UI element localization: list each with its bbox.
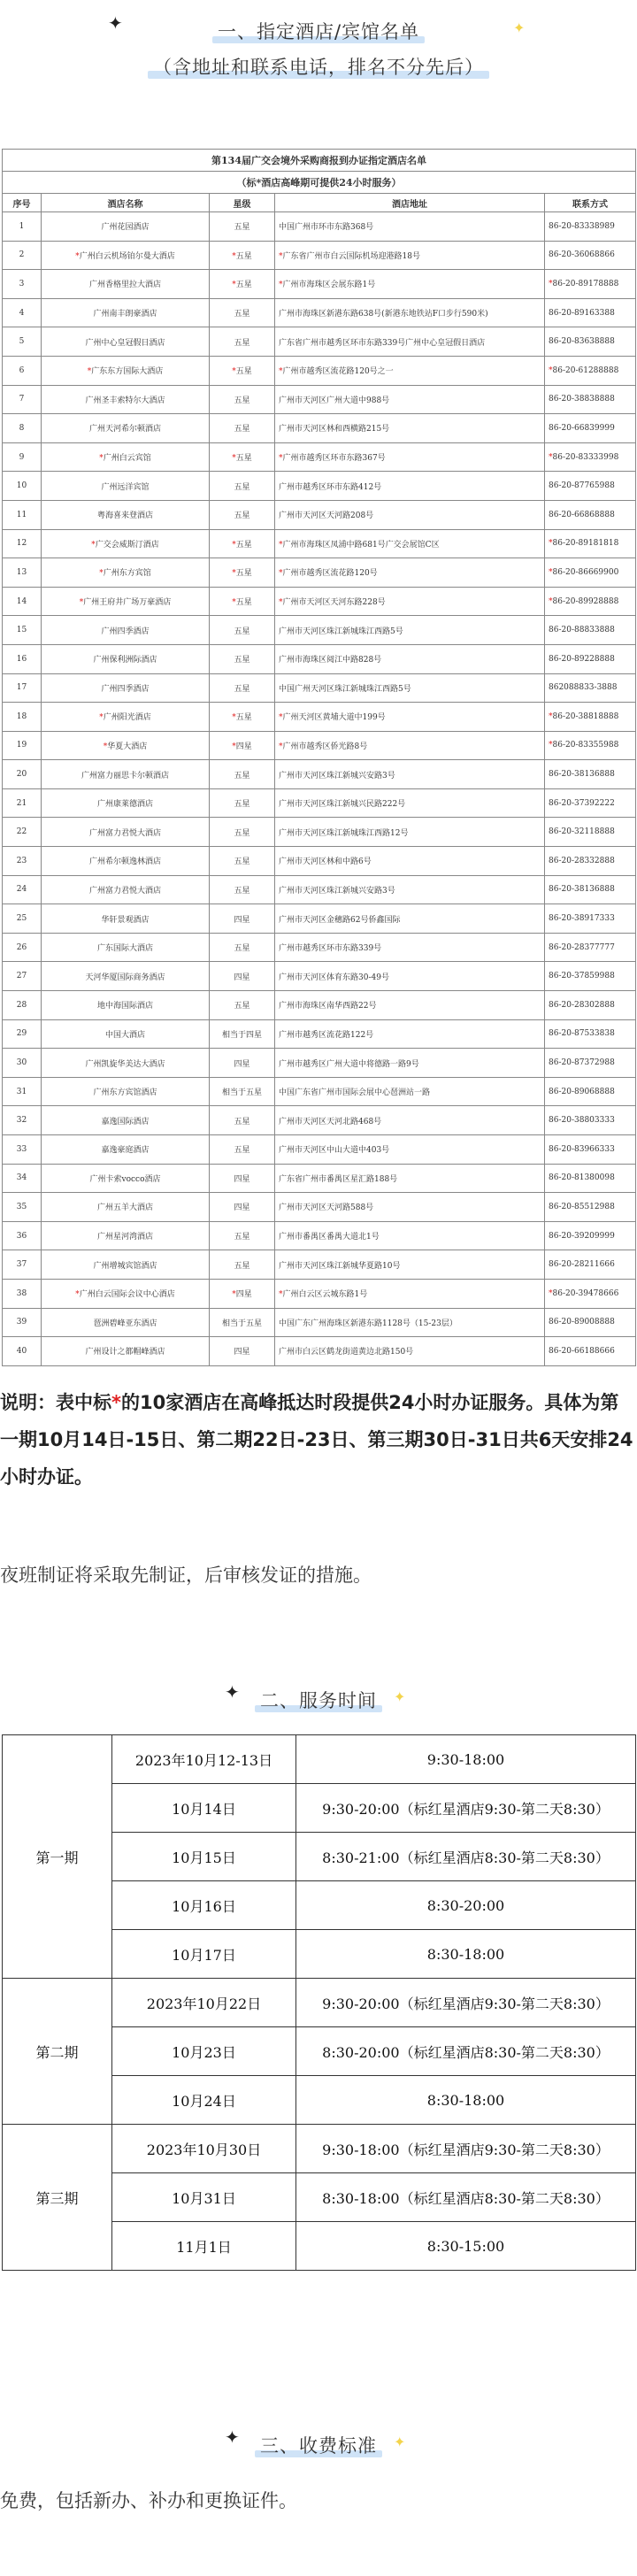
table-row <box>3 1077 636 1106</box>
contact-phone: 86-20-66188666 <box>545 1337 636 1366</box>
hotel-name: 广州富力丽思卡尔顿酒店 <box>42 760 210 789</box>
star-rating: 五星 <box>210 212 275 242</box>
schedule-time: 8:30-18:00 <box>296 2076 636 2125</box>
contact-phone: *86-20-89928888 <box>545 587 636 616</box>
contact-phone: 86-20-87372988 <box>545 1049 636 1078</box>
column-header: 联系方式 <box>545 194 636 212</box>
contact-phone: 86-20-81380098 <box>545 1164 636 1193</box>
table-row <box>3 1221 636 1250</box>
table-row <box>3 414 636 443</box>
schedule-row <box>3 1735 636 1784</box>
star-rating: 五星 <box>210 298 275 327</box>
row-index: 35 <box>3 1193 42 1222</box>
row-index: 23 <box>3 847 42 876</box>
schedule-date: 10月16日 <box>112 1881 296 1930</box>
contact-phone: 86-20-89008888 <box>545 1308 636 1337</box>
table-row <box>3 1308 636 1337</box>
table-row <box>3 500 636 529</box>
hotel-address: 中国广东广州海珠区新港东路1128号（15-23层） <box>275 1308 545 1337</box>
star-rating: 五星 <box>210 644 275 673</box>
hotel-address: 广州市天河区林和中路6号 <box>275 847 545 876</box>
row-index: 26 <box>3 933 42 962</box>
column-header: 序号 <box>3 194 42 212</box>
schedule-table <box>2 1734 636 2271</box>
schedule-time: 8:30-21:00（标红星酒店8:30-第二天8:30） <box>296 1833 636 1881</box>
row-index: 3 <box>3 270 42 299</box>
hotel-address: *广州市海珠区会展东路1号 <box>275 270 545 299</box>
red-star-marker: * <box>111 1392 121 1413</box>
table-row <box>3 933 636 962</box>
row-index: 20 <box>3 760 42 789</box>
hotel-address: *广东省广州市白云国际机场迎港路18号 <box>275 241 545 270</box>
row-index: 34 <box>3 1164 42 1193</box>
hotel-name: *广州白云宾馆 <box>42 442 210 472</box>
table-row <box>3 442 636 472</box>
table-row <box>3 1019 636 1049</box>
star-rating: *五星 <box>210 529 275 558</box>
hotel-address: 广州市越秀区广州大道中将德路一路9号 <box>275 1049 545 1078</box>
table-row <box>3 616 636 645</box>
table-row <box>3 1250 636 1280</box>
schedule-row <box>3 1979 636 2027</box>
row-index: 28 <box>3 991 42 1020</box>
table-row <box>3 587 636 616</box>
hotel-name: *广东东方国际大酒店 <box>42 356 210 385</box>
table-row <box>3 558 636 588</box>
row-index: 31 <box>3 1077 42 1106</box>
star-rating: 四星 <box>210 1193 275 1222</box>
table-row <box>3 327 636 357</box>
hotel-name: 广州星河湾酒店 <box>42 1221 210 1250</box>
sparkle-icon: ✦ <box>394 2434 406 2450</box>
star-rating: 五星 <box>210 818 275 847</box>
contact-phone: *86-20-38818888 <box>545 703 636 732</box>
hotel-name: 广州四季酒店 <box>42 673 210 703</box>
hotel-address: 广州市海珠区阅江中路828号 <box>275 644 545 673</box>
schedule-time: 8:30-20:00 <box>296 1881 636 1930</box>
star-rating: 四星 <box>210 1164 275 1193</box>
schedule-time: 8:30-15:00 <box>296 2222 636 2271</box>
table-row <box>3 529 636 558</box>
contact-phone: 86-20-89228888 <box>545 644 636 673</box>
hotel-address: 广州市天河区广州大道中988号 <box>275 385 545 414</box>
hotel-name: 广州天河希尔顿酒店 <box>42 414 210 443</box>
star-rating: 四星 <box>210 962 275 991</box>
star-rating: *五星 <box>210 356 275 385</box>
star-rating: *五星 <box>210 703 275 732</box>
star-rating: 五星 <box>210 788 275 818</box>
contact-phone: 86-20-83338989 <box>545 212 636 242</box>
hotel-name: *广州东方宾馆 <box>42 558 210 588</box>
explanation-note <box>0 1384 633 1496</box>
schedule-date: 10月24日 <box>112 2076 296 2125</box>
hotel-address: 广州市天河区珠江新城珠江西路12号 <box>275 818 545 847</box>
row-index: 8 <box>3 414 42 443</box>
star-rating: 五星 <box>210 875 275 904</box>
schedule-time: 8:30-20:00（标红星酒店8:30-第二天8:30） <box>296 2027 636 2076</box>
hotel-name: 广州凯旋华美达大酒店 <box>42 1049 210 1078</box>
table-row <box>3 818 636 847</box>
contact-phone: 86-20-37859988 <box>545 962 636 991</box>
table-row <box>3 1193 636 1222</box>
schedule-date: 2023年10月22日 <box>112 1979 296 2027</box>
row-index: 39 <box>3 1308 42 1337</box>
hotel-address: 广州市越秀区流花路122号 <box>275 1019 545 1049</box>
table-row <box>3 1164 636 1193</box>
contact-phone: 86-20-85512988 <box>545 1193 636 1222</box>
row-index: 36 <box>3 1221 42 1250</box>
hotel-name: 广州康莱德酒店 <box>42 788 210 818</box>
star-rating: *四星 <box>210 731 275 760</box>
hotel-name: 广东国际大酒店 <box>42 933 210 962</box>
hotel-address: 广州市海珠区新港东路638号(新港东地铁站F口步行590米) <box>275 298 545 327</box>
table-row <box>3 1135 636 1165</box>
hotel-address: 广州市天河区天河北路468号 <box>275 1106 545 1135</box>
hotel-name: 广州东方宾馆酒店 <box>42 1077 210 1106</box>
contact-phone: 86-20-28302888 <box>545 991 636 1020</box>
table-row <box>3 644 636 673</box>
schedule-date: 10月15日 <box>112 1833 296 1881</box>
hotel-address: 广州市天河区天河路208号 <box>275 500 545 529</box>
hotel-address: 广州市海珠区南华西路22号 <box>275 991 545 1020</box>
row-index: 40 <box>3 1337 42 1366</box>
star-rating: 四星 <box>210 1337 275 1366</box>
contact-phone: *86-20-89178888 <box>545 270 636 299</box>
schedule-date: 10月23日 <box>112 2027 296 2076</box>
hotel-address: *广州市海珠区凤浦中路681号广交会展馆C区 <box>275 529 545 558</box>
contact-phone: 86-20-32118888 <box>545 818 636 847</box>
row-index: 6 <box>3 356 42 385</box>
contact-phone: *86-20-86669900 <box>545 558 636 588</box>
row-index: 11 <box>3 500 42 529</box>
contact-phone: 86-20-39209999 <box>545 1221 636 1250</box>
hotel-address: *广州市越秀区环市东路367号 <box>275 442 545 472</box>
hotel-name: *广州白云国际会议中心酒店 <box>42 1279 210 1308</box>
table-row <box>3 731 636 760</box>
row-index: 19 <box>3 731 42 760</box>
schedule-date: 10月14日 <box>112 1784 296 1833</box>
section-title: 三、收费标准 <box>253 2432 384 2458</box>
row-index: 25 <box>3 904 42 934</box>
note-prefix: 说明：表中标 <box>0 1392 111 1413</box>
hotel-address: 广州市天河区珠江新城兴民路222号 <box>275 788 545 818</box>
schedule-time: 9:30-18:00 <box>296 1735 636 1784</box>
table-caption-note: （标*酒店高峰期可提供24小时服务） <box>3 172 636 194</box>
star-rating: 五星 <box>210 385 275 414</box>
hotel-table <box>2 149 635 1366</box>
table-row <box>3 875 636 904</box>
schedule-time: 8:30-18:00 <box>296 1930 636 1979</box>
row-index: 7 <box>3 385 42 414</box>
schedule-time: 9:30-20:00（标红星酒店9:30-第二天8:30） <box>296 1979 636 2027</box>
hotel-name: 广州保利洲际酒店 <box>42 644 210 673</box>
contact-phone: *86-20-89181818 <box>545 529 636 558</box>
row-index: 32 <box>3 1106 42 1135</box>
star-rating: 五星 <box>210 616 275 645</box>
contact-phone: *86-20-83333998 <box>545 442 636 472</box>
hotel-address: 广州市天河区中山大道中403号 <box>275 1135 545 1165</box>
phase-name: 第二期 <box>3 1979 112 2125</box>
sparkle-icon: ✦ <box>513 19 526 36</box>
row-index: 1 <box>3 212 42 242</box>
row-index: 4 <box>3 298 42 327</box>
contact-phone: *86-20-39478666 <box>545 1279 636 1308</box>
contact-phone: 86-20-66868888 <box>545 500 636 529</box>
contact-phone: 86-20-83638888 <box>545 327 636 357</box>
star-rating: 相当于五星 <box>210 1077 275 1106</box>
table-row <box>3 962 636 991</box>
hotel-address: 广州市越秀区环市东路412号 <box>275 472 545 501</box>
contact-phone: 86-20-38136888 <box>545 760 636 789</box>
hotel-address: *广州市越秀区流花路120号之一 <box>275 356 545 385</box>
hotel-name: 广州设计之都帽峰酒店 <box>42 1337 210 1366</box>
hotel-name: 广州南丰朗豪酒店 <box>42 298 210 327</box>
hotel-address: 广州市天河区珠江新城兴安路3号 <box>275 875 545 904</box>
contact-phone: 86-20-37392222 <box>545 788 636 818</box>
hotel-address: 广州市白云区鹤龙街道黄边北路150号 <box>275 1337 545 1366</box>
hotel-name: 广州卡索vocco酒店 <box>42 1164 210 1193</box>
row-index: 37 <box>3 1250 42 1280</box>
star-rating: *五星 <box>210 587 275 616</box>
hotel-name: *广州王府井广场万豪酒店 <box>42 587 210 616</box>
contact-phone: *86-20-61288888 <box>545 356 636 385</box>
schedule-time: 8:30-18:00（标红星酒店8:30-第二天8:30） <box>296 2173 636 2222</box>
star-rating: 五星 <box>210 327 275 357</box>
table-caption: 第134届广交会境外采购商报到办证指定酒店名单 <box>3 150 636 172</box>
section-2-heading <box>0 1687 637 1713</box>
hotel-name: 广州富力君悦大酒店 <box>42 818 210 847</box>
night-shift-note: 夜班制证将采取先制证，后审核发证的措施。 <box>0 1565 372 1586</box>
hotel-name: 嘉逸豪庭酒店 <box>42 1135 210 1165</box>
contact-phone: 86-20-89068888 <box>545 1077 636 1106</box>
hotel-address: 广州市天河区珠江新城兴安路3号 <box>275 760 545 789</box>
row-index: 29 <box>3 1019 42 1049</box>
hotel-name: 广州香格里拉大酒店 <box>42 270 210 299</box>
row-index: 9 <box>3 442 42 472</box>
section-subtitle: （含地址和联系电话，排名不分先后） <box>144 53 493 80</box>
row-index: 22 <box>3 818 42 847</box>
row-index: 13 <box>3 558 42 588</box>
table-row <box>3 847 636 876</box>
hotel-name: 广州富力君悦大酒店 <box>42 875 210 904</box>
hotel-address: 中国广东省广州市国际会展中心琶洲站一路 <box>275 1077 545 1106</box>
hotel-address: 广州市天河区天河路588号 <box>275 1193 545 1222</box>
hotel-address: *广州市越秀区侨光路8号 <box>275 731 545 760</box>
hotel-address: *广州天河区黄埔大道中199号 <box>275 703 545 732</box>
sparkle-icon: ✦ <box>394 1688 406 1705</box>
row-index: 16 <box>3 644 42 673</box>
contact-phone: 86-20-28211666 <box>545 1250 636 1280</box>
hotel-address: 广州市天河区金穗路62号侨鑫国际 <box>275 904 545 934</box>
hotel-name: 广州四季酒店 <box>42 616 210 645</box>
contact-phone: 862088833-3888 <box>545 673 636 703</box>
section-1-heading <box>0 18 637 80</box>
star-rating: 五星 <box>210 760 275 789</box>
schedule-row <box>3 2125 636 2173</box>
contact-phone: 86-20-88833888 <box>545 616 636 645</box>
star-rating: 四星 <box>210 1049 275 1078</box>
star-rating: 五星 <box>210 1221 275 1250</box>
star-rating: *五星 <box>210 241 275 270</box>
schedule-date: 2023年10月12-13日 <box>112 1735 296 1784</box>
note-body: 的10家酒店在高峰抵达时段提供24小时办证服务。具体为第一期10月14日-15日、第二期22日-23日、第三期30日-31日共6天安排24小时办证。 <box>0 1392 633 1488</box>
hotel-address: *广州市越秀区流花路120号 <box>275 558 545 588</box>
hotel-name: 广州中心皇冠假日酒店 <box>42 327 210 357</box>
sparkle-icon: ✦ <box>225 1681 240 1703</box>
phase-name: 第一期 <box>3 1735 112 1979</box>
row-index: 38 <box>3 1279 42 1308</box>
column-header: 酒店名称 <box>42 194 210 212</box>
hotel-address: 广州市越秀区环市东路339号 <box>275 933 545 962</box>
contact-phone: 86-20-38917333 <box>545 904 636 934</box>
hotel-address: 中国广州天河区珠江新城珠江西路5号 <box>275 673 545 703</box>
contact-phone: 86-20-66839999 <box>545 414 636 443</box>
table-row <box>3 1106 636 1135</box>
table-row <box>3 703 636 732</box>
contact-phone: 86-20-38838888 <box>545 385 636 414</box>
schedule-time: 9:30-18:00（标红星酒店9:30-第二天8:30） <box>296 2125 636 2173</box>
contact-phone: 86-20-87533838 <box>545 1019 636 1049</box>
table-row <box>3 1337 636 1366</box>
hotel-name: 广州圣丰索特尔大酒店 <box>42 385 210 414</box>
star-rating: 四星 <box>210 904 275 934</box>
hotel-name: 粤海喜来登酒店 <box>42 500 210 529</box>
hotel-name: 广州远洋宾馆 <box>42 472 210 501</box>
table-row <box>3 788 636 818</box>
star-rating: 五星 <box>210 991 275 1020</box>
hotel-name: *华夏大酒店 <box>42 731 210 760</box>
column-header: 星级 <box>210 194 275 212</box>
star-rating: 五星 <box>210 847 275 876</box>
row-index: 2 <box>3 241 42 270</box>
row-index: 5 <box>3 327 42 357</box>
hotel-name: 琶洲碧峰亚东酒店 <box>42 1308 210 1337</box>
hotel-address: 广州市番禺区番禺大道北1号 <box>275 1221 545 1250</box>
table-row <box>3 472 636 501</box>
hotel-name: *广州阳光酒店 <box>42 703 210 732</box>
row-index: 18 <box>3 703 42 732</box>
hotel-name: 广州五羊大酒店 <box>42 1193 210 1222</box>
section-title: 一、指定酒店/宾馆名单 <box>211 18 426 44</box>
star-rating: *五星 <box>210 442 275 472</box>
table-row <box>3 904 636 934</box>
hotel-address: 广东省广州市番禺区星汇路188号 <box>275 1164 545 1193</box>
hotel-name: 嘉逸国际酒店 <box>42 1106 210 1135</box>
contact-phone: 86-20-28377777 <box>545 933 636 962</box>
hotel-name: 华轩景观酒店 <box>42 904 210 934</box>
hotel-name: 广州增城宾馆酒店 <box>42 1250 210 1280</box>
star-rating: 五星 <box>210 1135 275 1165</box>
column-header: 酒店地址 <box>275 194 545 212</box>
star-rating: 五星 <box>210 933 275 962</box>
table-row <box>3 270 636 299</box>
table-row <box>3 385 636 414</box>
hotel-address: *广州市天河区天河东路228号 <box>275 587 545 616</box>
star-rating: 五星 <box>210 500 275 529</box>
table-row <box>3 1279 636 1308</box>
sparkle-icon: ✦ <box>225 2426 240 2448</box>
sparkle-icon: ✦ <box>108 12 123 34</box>
section-title: 二、服务时间 <box>253 1687 384 1713</box>
schedule-date: 11月1日 <box>112 2222 296 2271</box>
hotel-address: 广州市天河区珠江新城华夏路10号 <box>275 1250 545 1280</box>
table-row <box>3 356 636 385</box>
contact-phone: 86-20-87765988 <box>545 472 636 501</box>
hotel-address: 广东省广州市越秀区环市东路339号广州中心皇冠假日酒店 <box>275 327 545 357</box>
star-rating: 五星 <box>210 673 275 703</box>
row-index: 14 <box>3 587 42 616</box>
table-row <box>3 991 636 1020</box>
row-index: 12 <box>3 529 42 558</box>
schedule-time: 9:30-20:00（标红星酒店9:30-第二天8:30） <box>296 1784 636 1833</box>
row-index: 10 <box>3 472 42 501</box>
star-rating: *五星 <box>210 270 275 299</box>
row-index: 27 <box>3 962 42 991</box>
row-index: 17 <box>3 673 42 703</box>
hotel-name: *广州白云机场铂尔曼大酒店 <box>42 241 210 270</box>
table-row <box>3 673 636 703</box>
star-rating: 相当于五星 <box>210 1308 275 1337</box>
section-3-heading <box>0 2432 637 2458</box>
row-index: 33 <box>3 1135 42 1165</box>
row-index: 15 <box>3 616 42 645</box>
table-row <box>3 298 636 327</box>
contact-phone: *86-20-83355988 <box>545 731 636 760</box>
schedule-date: 2023年10月30日 <box>112 2125 296 2173</box>
contact-phone: 86-20-28332888 <box>545 847 636 876</box>
star-rating: 五星 <box>210 1106 275 1135</box>
hotel-address: 广州市天河区珠江新城珠江西路5号 <box>275 616 545 645</box>
schedule-date: 10月17日 <box>112 1930 296 1979</box>
table-row <box>3 212 636 242</box>
contact-phone: 86-20-83966333 <box>545 1135 636 1165</box>
fee-text: 免费，包括新办、补办和更换证件。 <box>0 2490 297 2511</box>
hotel-address: *广州白云区云城东路1号 <box>275 1279 545 1308</box>
hotel-name: 天河华厦国际商务酒店 <box>42 962 210 991</box>
star-rating: *四星 <box>210 1279 275 1308</box>
hotel-name: 广州花园酒店 <box>42 212 210 242</box>
star-rating: 五星 <box>210 472 275 501</box>
contact-phone: 86-20-36068866 <box>545 241 636 270</box>
hotel-name: 中国大酒店 <box>42 1019 210 1049</box>
contact-phone: 86-20-38136888 <box>545 875 636 904</box>
row-index: 21 <box>3 788 42 818</box>
row-index: 30 <box>3 1049 42 1078</box>
contact-phone: 86-20-89163388 <box>545 298 636 327</box>
hotel-address: 广州市天河区体育东路30-49号 <box>275 962 545 991</box>
contact-phone: 86-20-38803333 <box>545 1106 636 1135</box>
star-rating: *五星 <box>210 558 275 588</box>
hotel-address: 广州市天河区林和西横路215号 <box>275 414 545 443</box>
table-row <box>3 241 636 270</box>
star-rating: 五星 <box>210 414 275 443</box>
hotel-address: 中国广州市环市东路368号 <box>275 212 545 242</box>
star-rating: 相当于四星 <box>210 1019 275 1049</box>
row-index: 24 <box>3 875 42 904</box>
table-row <box>3 1049 636 1078</box>
table-row <box>3 760 636 789</box>
star-rating: 五星 <box>210 1250 275 1280</box>
hotel-name: 广州希尔顿逸林酒店 <box>42 847 210 876</box>
hotel-name: 地中海国际酒店 <box>42 991 210 1020</box>
hotel-name: *广交会威斯汀酒店 <box>42 529 210 558</box>
phase-name: 第三期 <box>3 2125 112 2271</box>
schedule-date: 10月31日 <box>112 2173 296 2222</box>
